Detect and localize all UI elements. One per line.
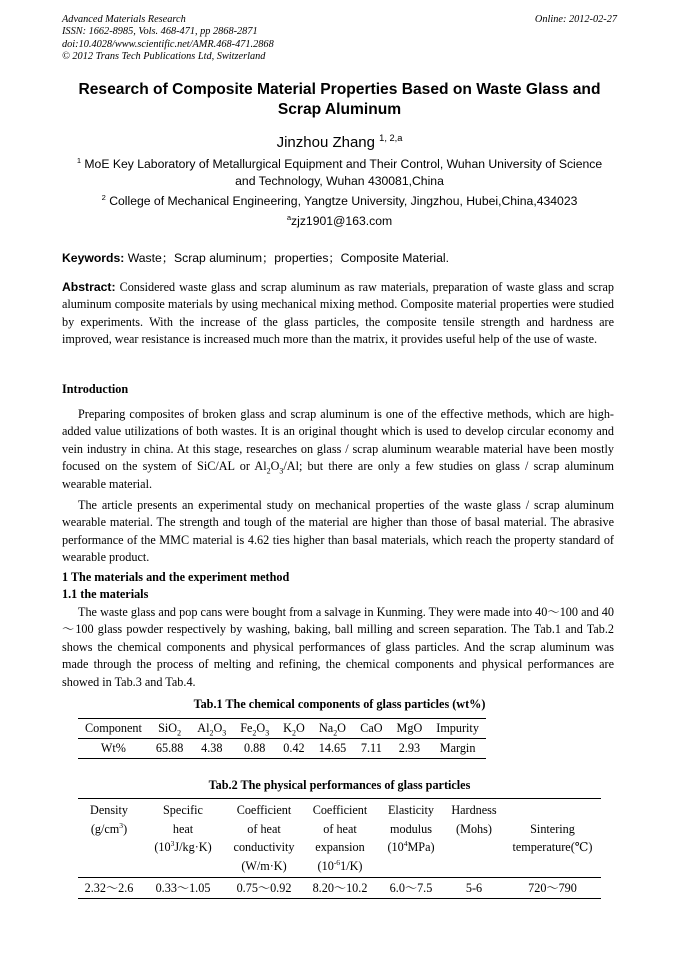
section-1-1-heading: 1.1 the materials [62, 587, 149, 601]
table-1-header-cell: $Al_2O_3$ [190, 719, 233, 739]
email-mark: a [286, 212, 292, 222]
intro-p1-sub-1: 2 [266, 466, 271, 476]
affiliation-2 [62, 193, 617, 210]
author [62, 134, 617, 151]
keywords-label: Keywords: [62, 251, 125, 265]
table-2-cell: 0.33～1.05 [140, 878, 226, 899]
table-1-data-row [78, 739, 486, 759]
table-1-header-cell: Component [78, 719, 149, 739]
table-1-header-cell: $Na_2O$ [312, 719, 353, 739]
table-1-header-cell: $Fe_2O_3$ [233, 719, 276, 739]
table-1-header-row [78, 719, 486, 739]
issn-line: ISSN: 1662-8985, Vols. 468-471, pp 2868-2871 [62, 26, 258, 38]
table-1-cell: Margin [429, 739, 486, 759]
journal-name: Advanced Materials Research [62, 14, 186, 25]
table-2-cell: 720～790 [504, 878, 601, 899]
table-1-cell: 0.42 [276, 739, 312, 759]
section-1-heading: 1 The materials and the experiment method [62, 570, 290, 584]
table-2-header-hardness: Hardness (Mohs) [444, 799, 504, 878]
table-1-cell: 7.11 [353, 739, 389, 759]
author-affil-marks: 1, 2,a [379, 133, 403, 143]
online-date: Online: 2012-02-27 [534, 14, 617, 25]
table-2-cell: 8.20～10.2 [302, 878, 378, 899]
table-2-header-elasticity: Elasticity modulus $(10^4MPa)$ [378, 799, 444, 878]
table-1-header-cell: CaO [353, 719, 389, 739]
abstract-label: Abstract: [62, 280, 116, 294]
introduction-heading: Introduction [62, 382, 129, 396]
affiliation-2-mark: 2 [101, 192, 106, 202]
intro-p1-text-mid: O [270, 459, 280, 474]
table-2-cell: 6.0～7.5 [378, 878, 444, 899]
introduction-paragraph-2: The article presents an experimental study on mechanical properties of the waste glass / scrap aluminum wearable material. The strength and tough of the material are higher than those of basal material. The abrasive performance of the MMC material is 4.62 ties higher than basal materials, which reach the property standard of wearable product. [62, 498, 614, 565]
journal-header [62, 14, 617, 64]
table-1 [78, 718, 486, 759]
table-2-caption: Tab.2 The physical performances of glass particles [208, 778, 471, 792]
table-2-cell: 0.75～0.92 [226, 878, 302, 899]
table-1-cell: 2.93 [390, 739, 430, 759]
title-line-1: Research of Composite Material Properties Based on Waste Glass and [78, 81, 601, 98]
table-2-header-specific-heat: Specific heat $(10^3J/kg\cdot K)$ [140, 799, 226, 878]
table-1-caption: Tab.1 The chemical components of glass particles (wt%) [193, 697, 486, 711]
keywords [62, 249, 617, 266]
table-1-cell: 4.38 [190, 739, 233, 759]
intro-p1-text-a: Preparing composites of broken glass and scrap aluminum is one of the effective methods, which are high-added value utilizations of both wastes. It is an original thought which is used to develop circular economy and vein industry in china. At this stage, researches on glass / scrap aluminum wearable material have been mostly focused on the system of SiC/AL or Al [62, 407, 614, 474]
affiliation-1-line-2: and Technology, Wuhan 430081,China [235, 174, 444, 188]
table-1-header-cell: MgO [390, 719, 430, 739]
table-1-header-cell: SiO$_2$ [149, 719, 190, 739]
table-2-cell: 5-6 [444, 878, 504, 899]
table-2 [78, 798, 601, 899]
table-2-data-row [78, 878, 601, 899]
table-1-cell: 0.88 [233, 739, 276, 759]
paper-title [62, 80, 617, 120]
title-line-2: Scrap Aluminum [277, 101, 402, 118]
table-2-header-conductivity: Coefficient of heat conductivity (W/m·K) [226, 799, 302, 878]
table-1-cell: 65.88 [149, 739, 190, 759]
introduction-paragraph-1 [62, 406, 614, 493]
table-2-header-sintering: Sintering temperature(℃) [504, 799, 601, 878]
affiliation-1 [62, 156, 617, 190]
table-1-header-cell: $K_2O$ [276, 719, 312, 739]
affiliation-1-line-1: MoE Key Laboratory of Metallurgical Equipment and Their Control, Wuhan University of Science [84, 157, 603, 171]
keywords-text: Waste；Scrap aluminum；properties；Composite Material. [127, 251, 449, 265]
author-name: Jinzhou Zhang [276, 134, 375, 151]
abstract [62, 279, 614, 349]
author-email [62, 213, 617, 230]
abstract-text: Considered waste glass and scrap aluminum as raw materials, preparation of waste glass and scrap aluminum composite materials by using mechanical mixing method. Composite material properties were studied by experiments. With the increase of the glass particles, the composite tensile strength and hardness are improved, wear resistance is increased much more than the matrix, it provides useful help of the use of waste. [62, 280, 614, 347]
copyright-line: © 2012 Trans Tech Publications Ltd, Switzerland [62, 51, 266, 63]
table-2-cell: 2.32～2.6 [78, 878, 140, 899]
table-1-header-cell: Impurity [429, 719, 486, 739]
table-2-header-row [78, 799, 601, 878]
table-1-cell: 14.65 [312, 739, 353, 759]
doi-line: doi:10.4028/www.scientific.net/AMR.468-471.2868 [62, 38, 274, 50]
affiliation-2-text: College of Mechanical Engineering, Yangtze University, Jingzhou, Hubei,China,434023 [109, 194, 578, 208]
section-1-1-paragraph: The waste glass and pop cans were bought from a salvage in Kunming. They were made into 40～100 and 40～100 glass powder respectively by washing, baking, ball milling and screen separation. The Tab.1 and Tab.2 shows the chemical components and physical performances of glass particles. And the scrap aluminum was made through the process of melting and refining, the chemical components and physical performances are showed in Tab.3 and Tab.4. [62, 605, 614, 689]
intro-p1-sub-2: 3 [279, 466, 284, 476]
table-2-header-expansion: Coefficient of heat expansion $(10^{-6}1/K)$ [302, 799, 378, 878]
table-1-cell: Wt% [78, 739, 149, 759]
affiliation-1-mark: 1 [76, 155, 82, 165]
intro-p1-text-b: /Al; but there are only a few studies on glass / scrap aluminum wearable material. [62, 459, 614, 491]
table-2-header-density: Density $(g/cm^3)$ [78, 799, 140, 878]
email-address: zjz1901@163.com [291, 214, 393, 228]
